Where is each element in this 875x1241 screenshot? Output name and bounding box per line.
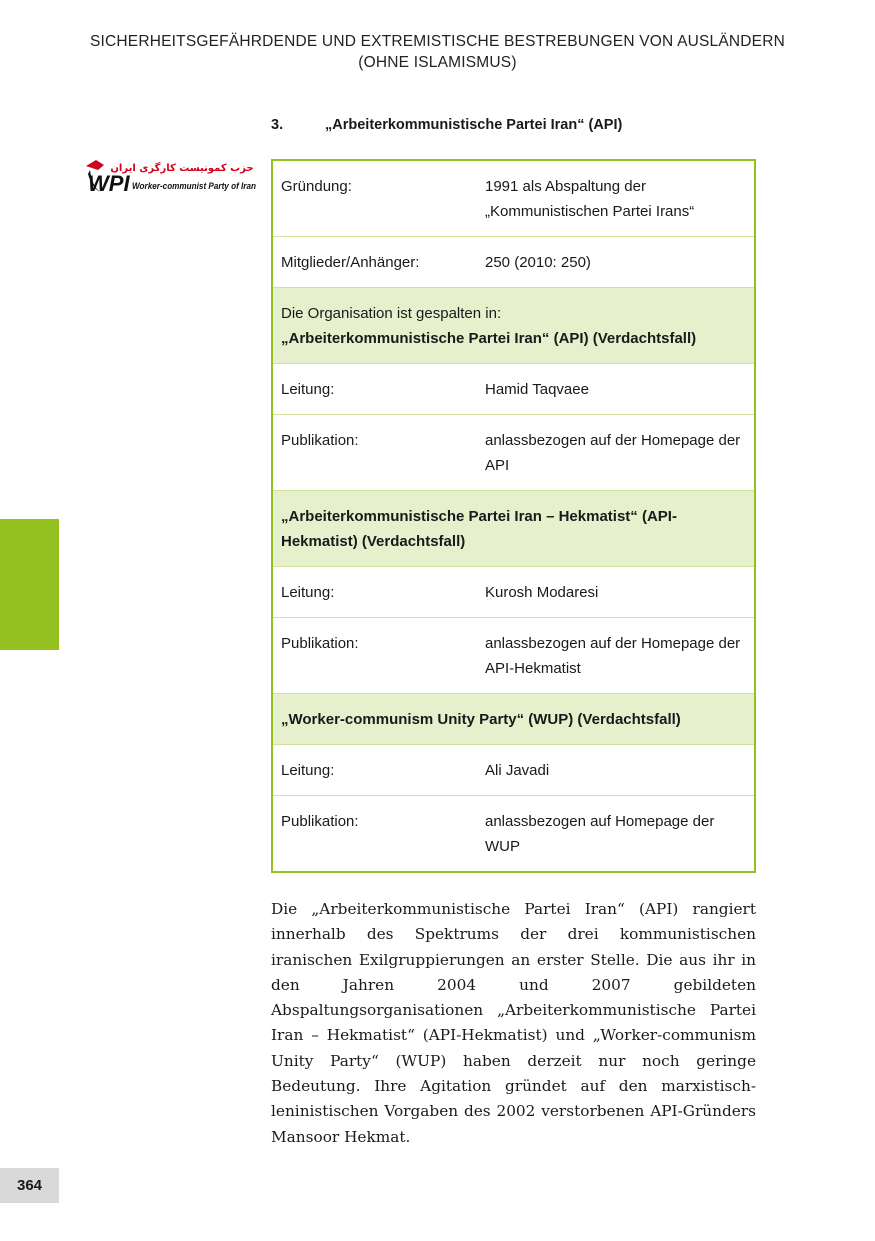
table-section-org3 xyxy=(273,693,754,744)
members-value: 250 (2010: 250) xyxy=(485,254,591,271)
org2-pub-label: Publikation: xyxy=(281,635,359,652)
org3-pub-value: anlassbezogen auf Homepage der WUP xyxy=(485,813,715,855)
running-header-line-2: (OHNE ISLAMISMUS) xyxy=(358,54,517,71)
org1-lead-label: Leitung: xyxy=(281,381,335,398)
section-heading xyxy=(271,117,622,133)
table-row-org1-lead xyxy=(273,363,754,414)
logo-text-fa: حزب کمونیست کارگری ایران xyxy=(110,163,254,174)
table-row-members xyxy=(273,236,754,287)
org2-lead-label: Leitung: xyxy=(281,584,335,601)
running-header xyxy=(60,31,815,73)
table-section-org1 xyxy=(273,287,754,363)
table-row-org2-pub xyxy=(273,617,754,693)
section-number: 3. xyxy=(271,117,284,133)
table-row-org1-pub xyxy=(273,414,754,490)
org3-name: „Worker-communism Unity Party“ (WUP) (Verdachtsfall) xyxy=(281,711,681,728)
running-header-line-1: SICHERHEITSGEFÄHRDENDE UND EXTREMISTISCHE BESTREBUNGEN VON AUSLÄNDERN xyxy=(89,33,786,50)
org1-lead-value: Hamid Taqvaee xyxy=(485,381,589,398)
org1-name: „Arbeiterkommunistische Partei Iran“ (API) (Verdachtsfall) xyxy=(281,330,697,347)
info-table xyxy=(271,159,756,873)
org3-lead-label: Leitung: xyxy=(281,762,335,779)
table-row-founding xyxy=(273,161,754,236)
table-row-org3-lead xyxy=(273,744,754,795)
org2-lead-value: Kurosh Modaresi xyxy=(485,584,599,601)
page-number: 364 xyxy=(0,1168,59,1203)
section-title: „Arbeiterkommunistische Partei Iran“ (API) xyxy=(325,117,623,133)
table-row-org2-lead xyxy=(273,566,754,617)
logo-text-en: Worker-communist Party of Iran xyxy=(132,181,257,192)
org1-pub-label: Publikation: xyxy=(281,432,359,449)
table-section-org2 xyxy=(273,490,754,566)
chapter-side-tab xyxy=(0,519,59,650)
split-intro: Die Organisation ist gespalten in: xyxy=(281,305,502,322)
org3-pub-label: Publikation: xyxy=(281,813,359,830)
body-paragraph: Die „Arbeiterkommunistische Partei Iran“ (API) rangiert innerhalb des Spektrums der drei kommunistischen iranischen Exilgruppierungen an erster Stelle. Die aus ihr in den Jahren 2004 und 2007 gebildeten Abspaltungsorganisationen „Arbeiterkommunistische Partei Iran – Hekmatist“ (API-Hekmatist) und „Worker-communism Unity Party“ (WUP) haben derzeit nur noch geringe Bedeutung. Ihre Agitation gründet auf den marxistisch-leninistischen Vorgaben des 2002 verstorbenen API-Gründers Mansoor Hekmat. xyxy=(271,900,756,1146)
org2-name: „Arbeiterkommunistische Partei Iran – Hekmatist“ (API-Hekmatist) (Verdachtsfall) xyxy=(281,508,677,550)
org1-pub-value: anlassbezogen auf der Homepage der API xyxy=(485,432,741,474)
table-row-org3-pub xyxy=(273,795,754,871)
org2-pub-value: anlassbezogen auf der Homepage der API-Hekmatist xyxy=(485,635,741,677)
party-logo xyxy=(82,156,258,200)
founding-label: Gründung: xyxy=(281,178,352,195)
logo-mark: WPI xyxy=(88,171,130,196)
org3-lead-value: Ali Javadi xyxy=(485,762,550,779)
members-label: Mitglieder/Anhänger: xyxy=(281,254,420,271)
founding-value: 1991 als Abspaltung der „Kommunistischen Partei Irans“ xyxy=(485,178,695,220)
